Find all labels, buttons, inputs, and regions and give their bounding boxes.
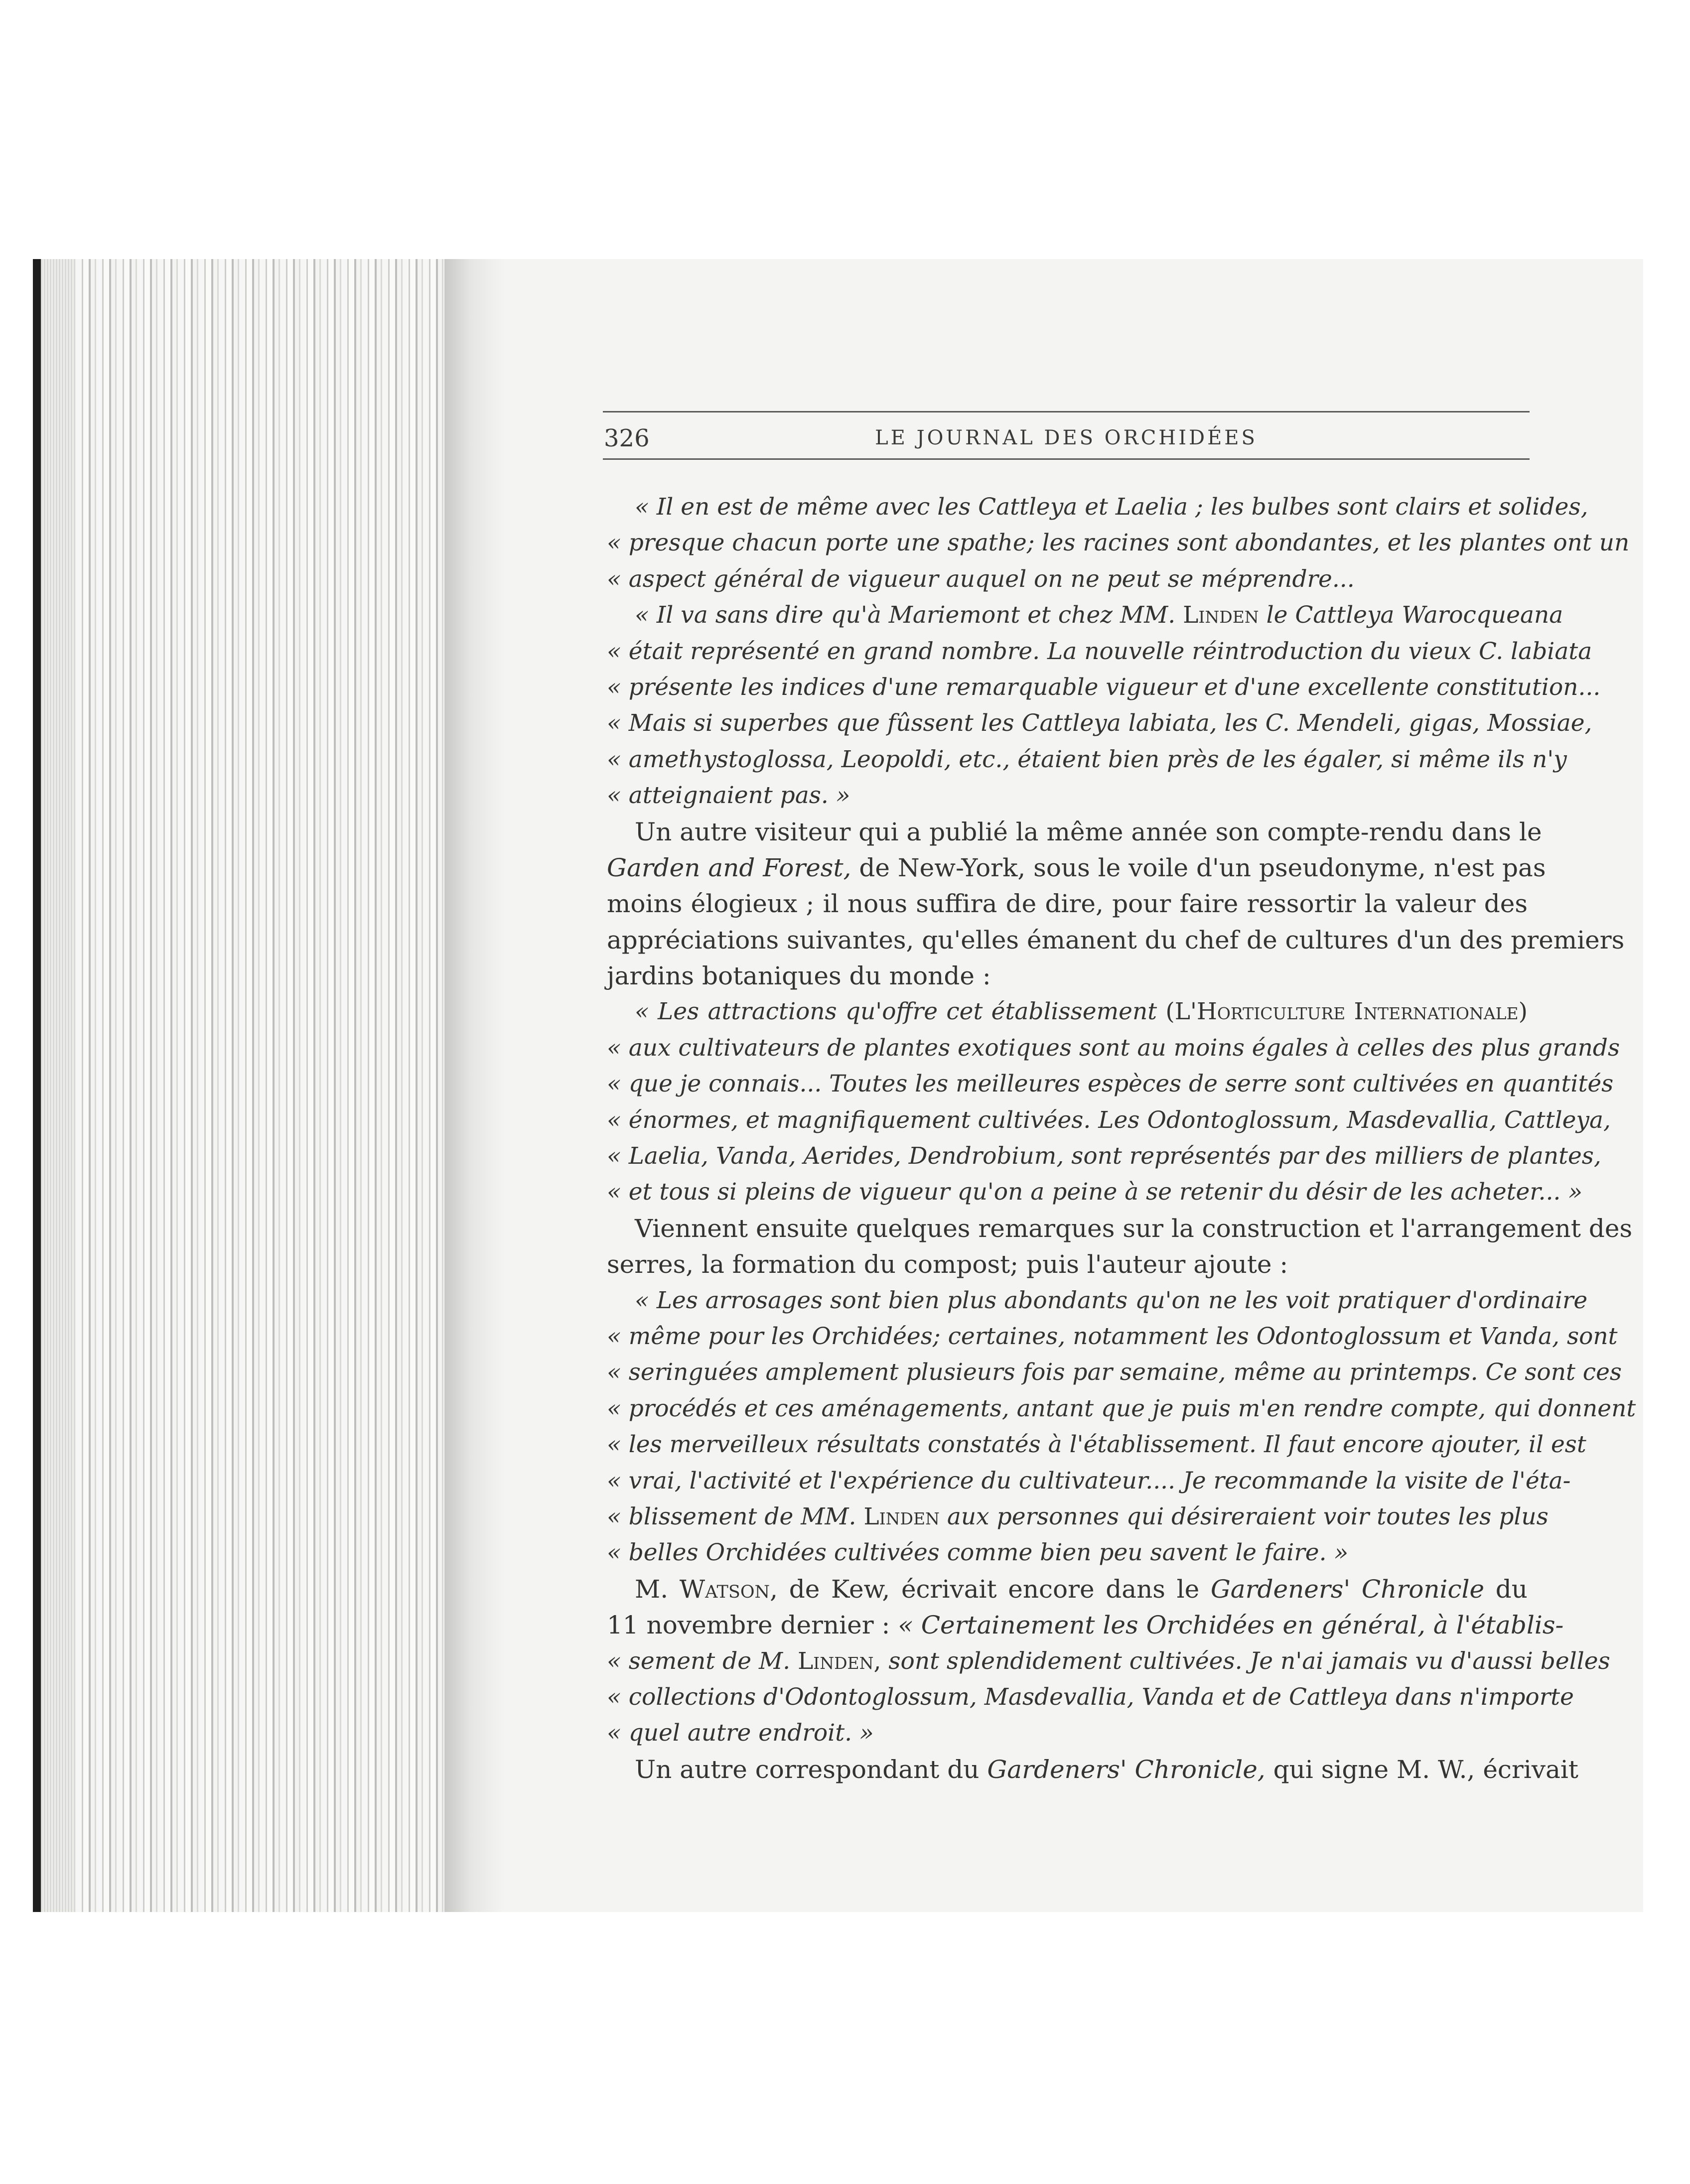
text-segment: M.	[635, 1574, 669, 1604]
page-body	[607, 489, 1636, 1787]
text-line: « belles Orchidées cultivées comme bien peu savent le faire. »	[607, 1539, 1349, 1567]
text-line: Un autre visiteur qui a publié la même année son compte-rendu dans le	[635, 817, 1542, 846]
name-watson: Watson,	[679, 1574, 778, 1604]
text-line	[607, 597, 1563, 633]
text-line: appréciations suivantes, qu'elles émanent du chef de cultures d'un des premiers	[607, 925, 1625, 955]
text-line: moins élogieux ; il nous suffira de dire, pour faire ressortir la valeur des	[607, 889, 1528, 919]
text-line: « amethystoglossa, Leopoldi, etc., étaient bien près de les égaler, si même ils n'y	[607, 745, 1567, 773]
text-segment: « Les attractions qu'offre cet établissement	[635, 998, 1157, 1026]
text-line: « presque chacun porte une spathe; les racines sont abondantes, et les plantes ont un	[607, 529, 1630, 557]
text-line: « était représenté en grand nombre. La nouvelle réintroduction du vieux C. labiata	[607, 637, 1592, 665]
text-line: « Les arrosages sont bien plus abondants qu'on ne les voit pratiquer d'ordinaire	[635, 1286, 1588, 1314]
header-rule-top	[603, 411, 1530, 412]
text-segment: du	[1495, 1574, 1528, 1604]
text-line: « les merveilleux résultats constatés à l'établissement. Il faut encore ajouter, il est	[607, 1431, 1586, 1459]
text-line: serres, la formation du compost; puis l'auteur ajoute :	[607, 1250, 1288, 1279]
text-segment: « Il va sans dire qu'à Mariemont et chez MM.	[635, 601, 1176, 629]
text-line: « vrai, l'activité et l'expérience du cultivateur.... Je recommande la visite de l'éta-	[607, 1467, 1571, 1495]
text-line: « seringuées amplement plusieurs fois par semaine, même au printemps. Ce sont ces	[607, 1359, 1622, 1386]
text-line	[607, 850, 1546, 886]
text-segment: de New-York, sous le voile d'un pseudonyme, n'est pas	[859, 853, 1546, 882]
text-line	[607, 1752, 1578, 1787]
book-spine-edge	[33, 259, 41, 1912]
text-line	[607, 1499, 1549, 1535]
quote-segment: « Certainement les Orchidées en général, à l'établis-	[898, 1611, 1564, 1640]
text-segment: 11 novembre dernier :	[607, 1611, 890, 1640]
text-line: « Mais si superbes que fûssent les Cattleya labiata, les C. Mendeli, gigas, Mossiae,	[607, 709, 1592, 737]
text-line	[607, 1643, 1610, 1679]
text-line: « présente les indices d'une remarquable vigueur et d'une excellente constitution...	[607, 673, 1601, 701]
page-number: 326	[604, 424, 650, 452]
text-line: « Laelia, Vanda, Aerides, Dendrobium, sont représentés par des milliers de plantes,	[607, 1142, 1601, 1170]
text-line: « quel autre endroit. »	[607, 1719, 874, 1747]
text-line	[607, 994, 1528, 1030]
journal-title: Garden and Forest,	[607, 853, 851, 882]
text-line: « atteignaient pas. »	[607, 782, 850, 810]
text-line	[607, 1571, 1528, 1607]
establishment-name: (L'Horticulture Internationale)	[1165, 998, 1528, 1026]
text-line: « même pour les Orchidées; certaines, notamment les Odontoglossum et Vanda, sont	[607, 1322, 1618, 1350]
text-segment: « sement de M.	[607, 1647, 791, 1675]
text-segment: sont splendidement cultivées. Je n'ai jamais vu d'aussi belles	[888, 1647, 1610, 1675]
text-line: « aux cultivateurs de plantes exotiques sont au moins égales à celles des plus grands	[607, 1034, 1620, 1062]
text-line: « Il en est de même avec les Cattleya et Laelia ; les bulbes sont clairs et solides,	[635, 493, 1588, 521]
journal-title: Gardeners' Chronicle,	[987, 1755, 1266, 1784]
text-segment: aux personnes qui désireraient voir toutes les plus	[947, 1502, 1549, 1530]
text-segment: « blissement de MM.	[607, 1502, 856, 1530]
book-page-edges	[76, 259, 444, 1912]
book-gutter-shadow	[444, 259, 504, 1912]
text-line	[607, 1607, 1564, 1643]
header-rule-bottom	[603, 458, 1530, 460]
text-line: « collections d'Odontoglossum, Masdevallia, Vanda et de Cattleya dans n'importe	[607, 1683, 1574, 1711]
text-line: Viennent ensuite quelques remarques sur la construction et l'arrangement des	[635, 1214, 1633, 1243]
text-segment: le Cattleya Warocqueana	[1266, 601, 1563, 629]
name-linden: Linden	[1183, 601, 1259, 629]
text-line: jardins botaniques du monde :	[607, 961, 991, 991]
text-line: « procédés et ces aménagements, antant que je puis m'en rendre compte, qui donnent	[607, 1394, 1636, 1422]
text-line: « énormes, et magnifiquement cultivées. Les Odontoglossum, Masdevallia, Cattleya,	[607, 1106, 1611, 1134]
text-line: « que je connais... Toutes les meilleures espèces de serre sont cultivées en quantités	[607, 1070, 1614, 1098]
text-segment: de Kew, écrivait encore dans le	[789, 1574, 1200, 1604]
text-line: « aspect général de vigueur auquel on ne peut se méprendre...	[607, 565, 1355, 593]
name-linden: Linden	[863, 1502, 940, 1530]
book-cover-cloth	[41, 259, 76, 1912]
journal-title: Gardeners' Chronicle	[1210, 1574, 1485, 1604]
text-segment: Un autre correspondant du	[635, 1755, 980, 1784]
text-segment: qui signe M. W., écrivait	[1273, 1755, 1578, 1784]
text-line: « et tous si pleins de vigueur qu'on a peine à se retenir du désir de les acheter... »	[607, 1178, 1583, 1206]
running-title: LE JOURNAL DES ORCHIDÉES	[875, 426, 1258, 449]
name-linden: Linden,	[797, 1647, 881, 1675]
